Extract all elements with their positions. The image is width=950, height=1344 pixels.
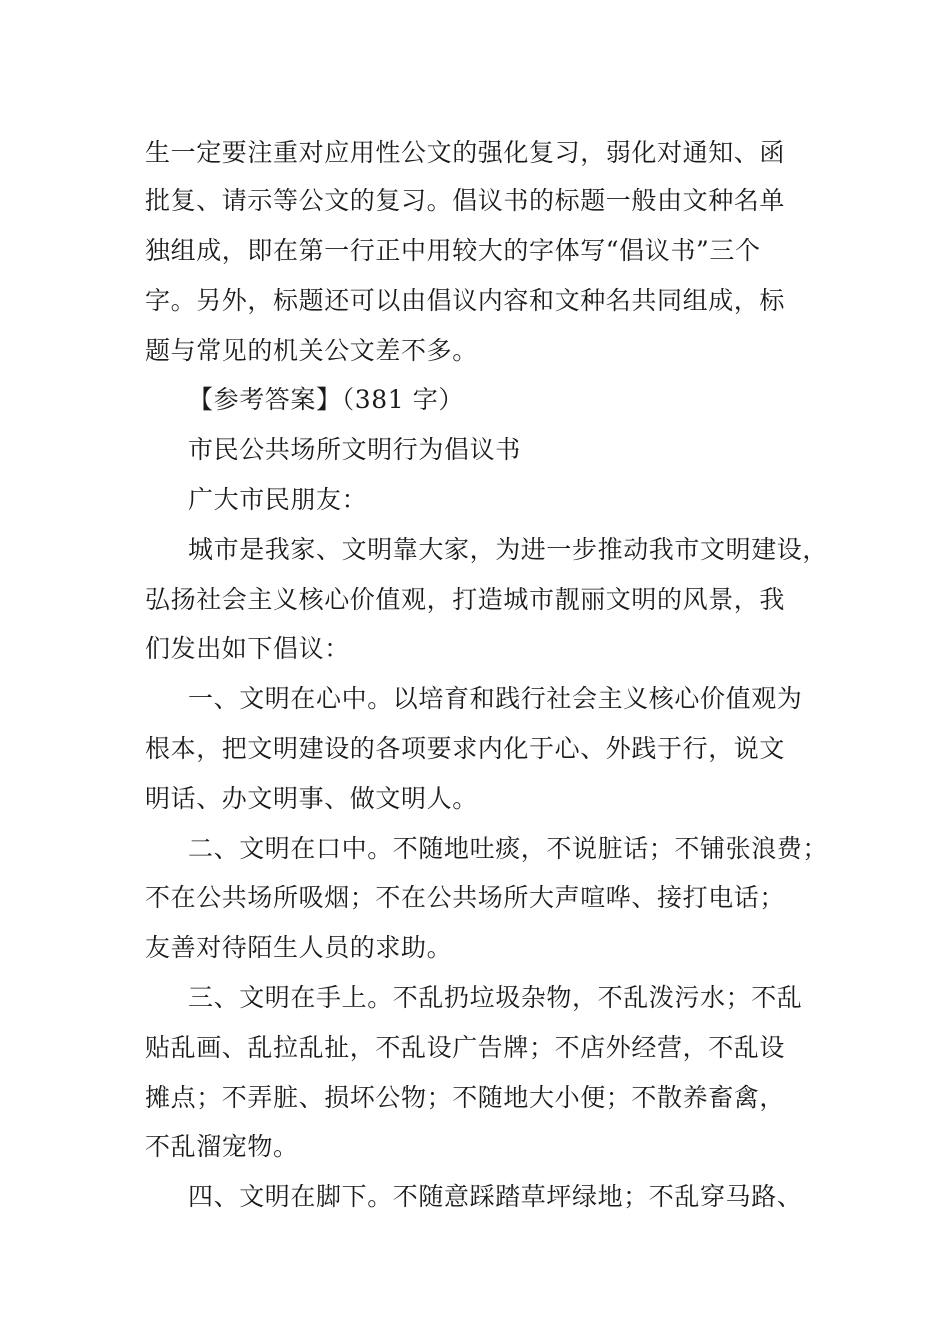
body-text-line: 题与常见的机关公文差不多。	[145, 336, 478, 365]
body-text-line: 们发出如下倡议：	[145, 634, 350, 663]
body-text-line: 生一定要注重对应用性公文的强化复习，弱化对通知、函	[145, 138, 786, 167]
body-text-line: 贴乱画、乱拉乱扯，不乱设广告牌；不店外经营，不乱设	[145, 1033, 786, 1062]
reference-answer-heading: 【参考答案】（381 字）	[188, 385, 464, 414]
body-text-line: 字。另外，标题还可以由倡议内容和文种名共同组成，标	[145, 286, 786, 315]
body-text-line: 不乱溜宠物。	[145, 1132, 299, 1161]
body-text-line: 不在公共场所吸烟；不在公共场所大声喧哗、接打电话；	[145, 883, 786, 912]
body-text-line: 根本，把文明建设的各项要求内化于心、外践于行，说文	[145, 734, 786, 763]
body-text-line: 批复、请示等公文的复习。倡议书的标题一般由文种名单	[145, 186, 786, 215]
proposal-title: 市民公共场所文明行为倡议书	[188, 435, 521, 464]
body-text-line: 二、文明在口中。不随地吐痰，不说脏话；不铺张浪费；	[188, 834, 829, 863]
body-text-line: 摊点；不弄脏、损坏公物；不随地大小便；不散养畜禽，	[145, 1083, 786, 1112]
body-text-line: 独组成，即在第一行正中用较大的字体写“倡议书”三个	[145, 236, 761, 265]
body-text-line: 弘扬社会主义核心价值观，打造城市靓丽文明的风景，我	[145, 585, 786, 614]
body-text-line: 三、文明在手上。不乱扔垃圾杂物，不乱泼污水；不乱	[188, 983, 803, 1012]
body-text-line: 城市是我家、文明靠大家，为进一步推动我市文明建设，	[188, 535, 829, 564]
body-text-line: 一、文明在心中。以培育和践行社会主义核心价值观为	[188, 684, 803, 713]
salutation: 广大市民朋友：	[188, 485, 368, 514]
body-text-line: 明话、办文明事、做文明人。	[145, 784, 478, 813]
body-text-line: 四、文明在脚下。不随意踩踏草坪绿地；不乱穿马路、	[188, 1182, 803, 1211]
body-text-line: 友善对待陌生人员的求助。	[145, 933, 453, 962]
